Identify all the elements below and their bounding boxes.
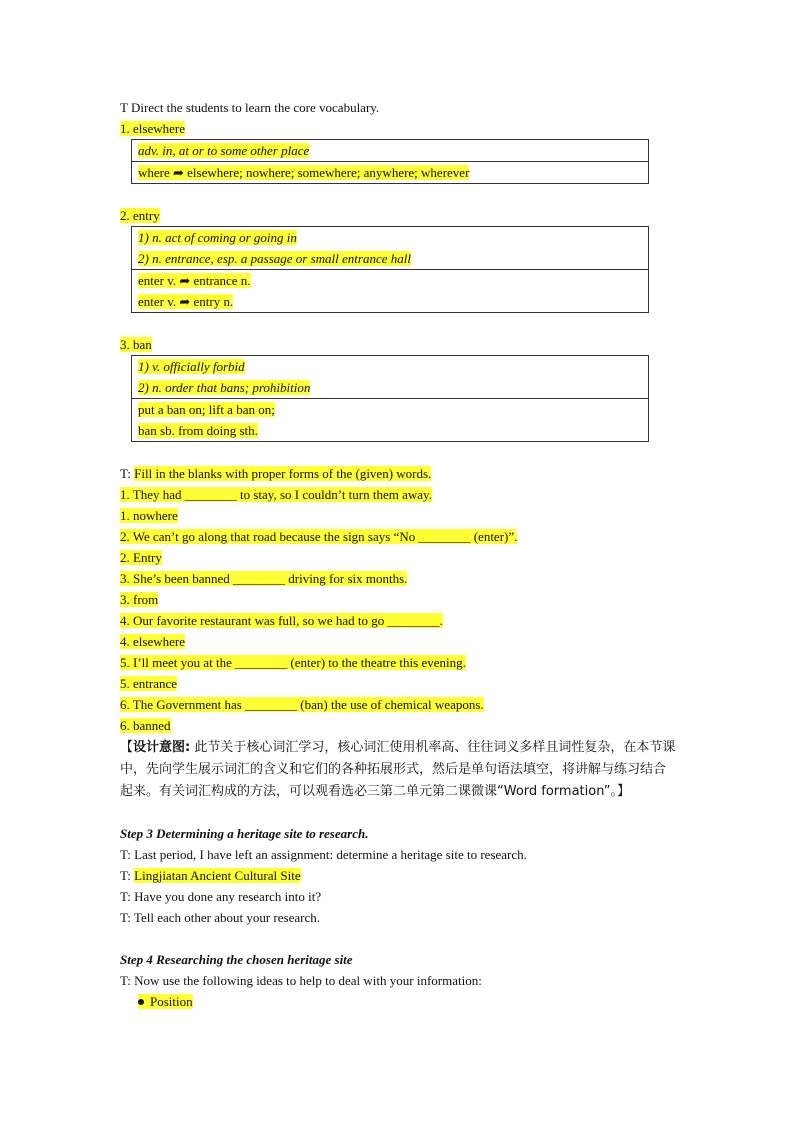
vocab-forms [132,269,648,312]
exercise-question: 5. I’ll meet you at the ________ (enter) to the theatre this evening. [120,655,466,670]
exercise-answer: 5. entrance [120,676,178,691]
step3-line: T: Tell each other about your research. [120,910,320,925]
vocab-heading-elsewhere: 1. elsewhere [120,121,185,136]
vocab-forms [132,161,648,183]
bullet-dot-icon [138,999,144,1005]
vocab-forms [132,398,648,441]
exercise-question: 1. They had ________ to stay, so I couldn’t turn them away. [120,487,432,502]
vocab-meaning: adv. in, at or to some other place [138,143,310,158]
vocab-meaning: 1) n. act of coming or going in [138,230,297,245]
step3-line: T: Lingjiatan Ancient Cultural Site [120,868,301,883]
exercise-question: 6. The Government has ________ (ban) the use of chemical weapons. [120,697,484,712]
vocab-heading-ban: 3. ban [120,337,152,352]
vocab-heading-entry: 2. entry [120,208,160,223]
exercise-answer: 4. elsewhere [120,634,185,649]
vocab-meaning: 2) n. entrance, esp. a passage or small entrance hall [138,251,411,266]
exercise-answer: 1. nowhere [120,508,178,523]
vocab-meaning: 2) n. order that bans; prohibition [138,380,311,395]
bullet-item: Position [120,991,676,1012]
exercise-question: 3. She’s been banned ________ driving for six months. [120,571,408,586]
step4-line: T: Now use the following ideas to help to deal with your information: [120,973,482,988]
vocab-meaning: 1) v. officially forbid [138,359,245,374]
design-note: 【设计意图: 此节关于核心词汇学习，核心词汇使用机率高、往往词义多样且词性复杂，在本节课中，先向学生展示词汇的含义和它们的各种拓展形式，然后是单句语法填空，将讲解与练习结合起来。有关词汇构成的方法，可以观看选必三第二单元第二课微课“Word formation”。】 [120,740,676,799]
vocab-meanings [132,140,648,161]
intro-line: T Direct the students to learn the core vocabulary. [120,100,380,115]
exercise-instruction: T: Fill in the blanks with proper forms of the (given) words. [120,466,432,481]
step3-title: Step 3 Determining a heritage site to research. [120,826,369,841]
vocab-table-ban [131,355,649,442]
vocab-table-entry [131,226,649,313]
step4-title: Step 4 Researching the chosen heritage site [120,952,353,967]
vocab-form: ban sb. from doing sth. [138,423,258,438]
exercise-answer: 3. from [120,592,159,607]
vocab-form: put a ban on; lift a ban on; [138,402,275,417]
design-note-text: 此节关于核心词汇学习，核心词汇使用机率高、往往词义多样且词性复杂，在本节课中，先向学生展示词汇的含义和它们的各种拓展形式，然后是单句语法填空，将讲解与练习结合起来。有关词汇构成的方法，可以观看选必三第二单元第二课微课“Word formation”。 [120,740,676,799]
exercise-question: 2. We can’t go along that road because the sign says “No ________ (enter)”. [120,529,518,544]
exercise-question: 4. Our favorite restaurant was full, so we had to go ________. [120,613,443,628]
vocab-form: enter v. ➦ entry n. [138,294,234,309]
document-page [120,97,676,1012]
step3-line: T: Have you done any research into it? [120,889,322,904]
vocab-table-elsewhere [131,139,649,184]
vocab-meanings [132,227,648,269]
design-note-label: 设计意图: [133,740,191,755]
exercise-answer: 2. Entry [120,550,162,565]
vocab-form: enter v. ➦ entrance n. [138,273,251,288]
vocab-meanings [132,356,648,398]
step3-line: T: Last period, I have left an assignment: determine a heritage site to research. [120,847,527,862]
vocab-form: where ➦ elsewhere; nowhere; somewhere; anywhere; wherever [138,165,470,180]
exercise-answer: 6. banned [120,718,171,733]
